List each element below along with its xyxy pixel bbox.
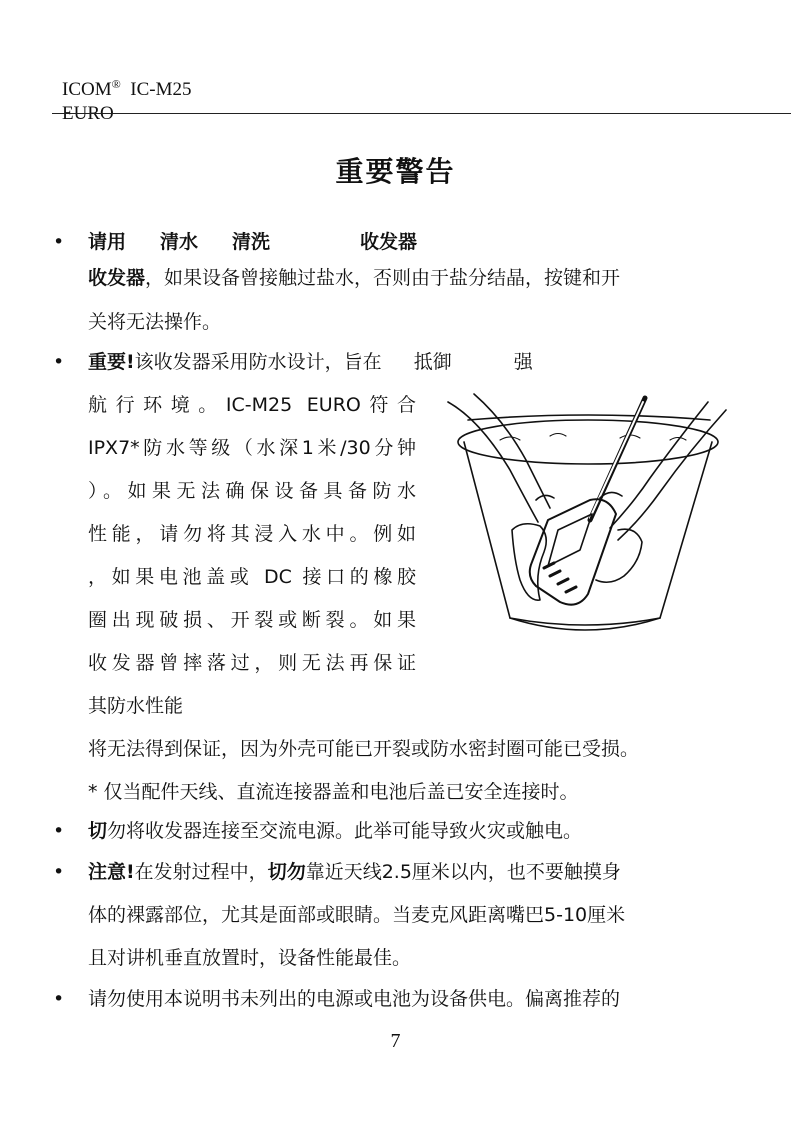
bullet4-line3: 且对讲机垂直放置时，设备性能最佳。: [88, 947, 412, 969]
bullet2-line10: 将无法得到保证，因为外壳可能已开裂或防水密封圈可能已受损。: [88, 738, 640, 760]
radio-submerged-in-water-illustration: [440, 380, 730, 650]
b4-caution-label: 注意!: [88, 861, 135, 883]
bullet1-line3: 关将无法操作。: [88, 311, 222, 333]
b4-bold-do-not: 切勿: [267, 861, 306, 883]
bullet-marker: •: [53, 351, 65, 373]
b1-word-please-use: 请用: [88, 231, 127, 253]
bullet2-line7: 圈出现破损、开裂或断裂。如果: [88, 609, 416, 631]
b1-line2-text: ，如果设备曾接触过盐水，否则由于盐分结晶，按键和开: [145, 267, 621, 289]
header-rule: [52, 113, 791, 114]
bullet2-line8: 收发器曾摔落过，则无法再保证: [88, 652, 416, 674]
header-model: IC-M25: [130, 79, 192, 100]
running-header: [62, 72, 191, 126]
bullet5-line1: 请勿使用本说明书未列出的电源或电池为设备供电。偏离推荐的: [88, 988, 621, 1010]
bullet-marker: •: [53, 820, 65, 842]
bullet4-line1: [88, 859, 621, 885]
b2-word-strong: 强: [513, 351, 533, 373]
b3-text: 勿将收发器连接至交流电源。此举可能导致火灾或触电。: [107, 820, 583, 842]
b2-important-label: 重要!: [88, 351, 135, 373]
bullet2-line4: ）。如果无法确保设备具备防水: [88, 480, 416, 502]
bullet-marker: •: [53, 988, 65, 1010]
b1-bold-transceiver: 收发器: [88, 267, 146, 289]
b4-text-a: 在发射过程中，: [134, 861, 268, 883]
page-number: 7: [390, 1030, 401, 1052]
bullet2-footnote: * 仅当配件天线、直流连接器盖和电池后盖已安全连接时。: [88, 781, 579, 803]
b1-word-wash: 清洗: [232, 231, 271, 253]
b3-bold-do-not: 切: [88, 820, 108, 842]
bullet2-line3: IPX7*防水等级（水深1米/30分钟: [88, 437, 416, 459]
bullet1-line1: [88, 229, 417, 255]
header-region: EURO: [62, 103, 114, 124]
page-title: 重要警告: [335, 155, 456, 188]
bullet2-line5: 性能，请勿将其浸入水中。例如: [88, 523, 416, 545]
bullet-marker: •: [53, 861, 65, 883]
b4-text-b: 靠近天线2.5厘米以内，也不要触摸身: [305, 861, 621, 883]
header-brand: ICOM: [62, 79, 112, 100]
bullet-marker: •: [53, 231, 65, 253]
bullet3-line1: [88, 818, 582, 844]
bullet1-line2: [88, 265, 620, 291]
bullet4-line2: 体的裸露部位，尤其是面部或眼睛。当麦克风距离嘴巴5-10厘米: [88, 904, 626, 926]
registered-mark: ®: [111, 77, 121, 91]
bullet2-line2: 航行环境。IC-M25 EURO符合: [88, 394, 416, 416]
b1-word-transceiver: 收发器: [360, 231, 418, 253]
bullet2-line9: 其防水性能: [88, 695, 184, 717]
b2-line1-text: 该收发器采用防水设计，旨在: [134, 351, 382, 373]
bullet2-line1: [88, 349, 533, 375]
b1-word-clean-water: 清水: [160, 231, 199, 253]
b2-word-resist: 抵御: [413, 351, 452, 373]
bullet2-line6: ，如果电池盖或 DC 接口的橡胶: [88, 566, 416, 588]
